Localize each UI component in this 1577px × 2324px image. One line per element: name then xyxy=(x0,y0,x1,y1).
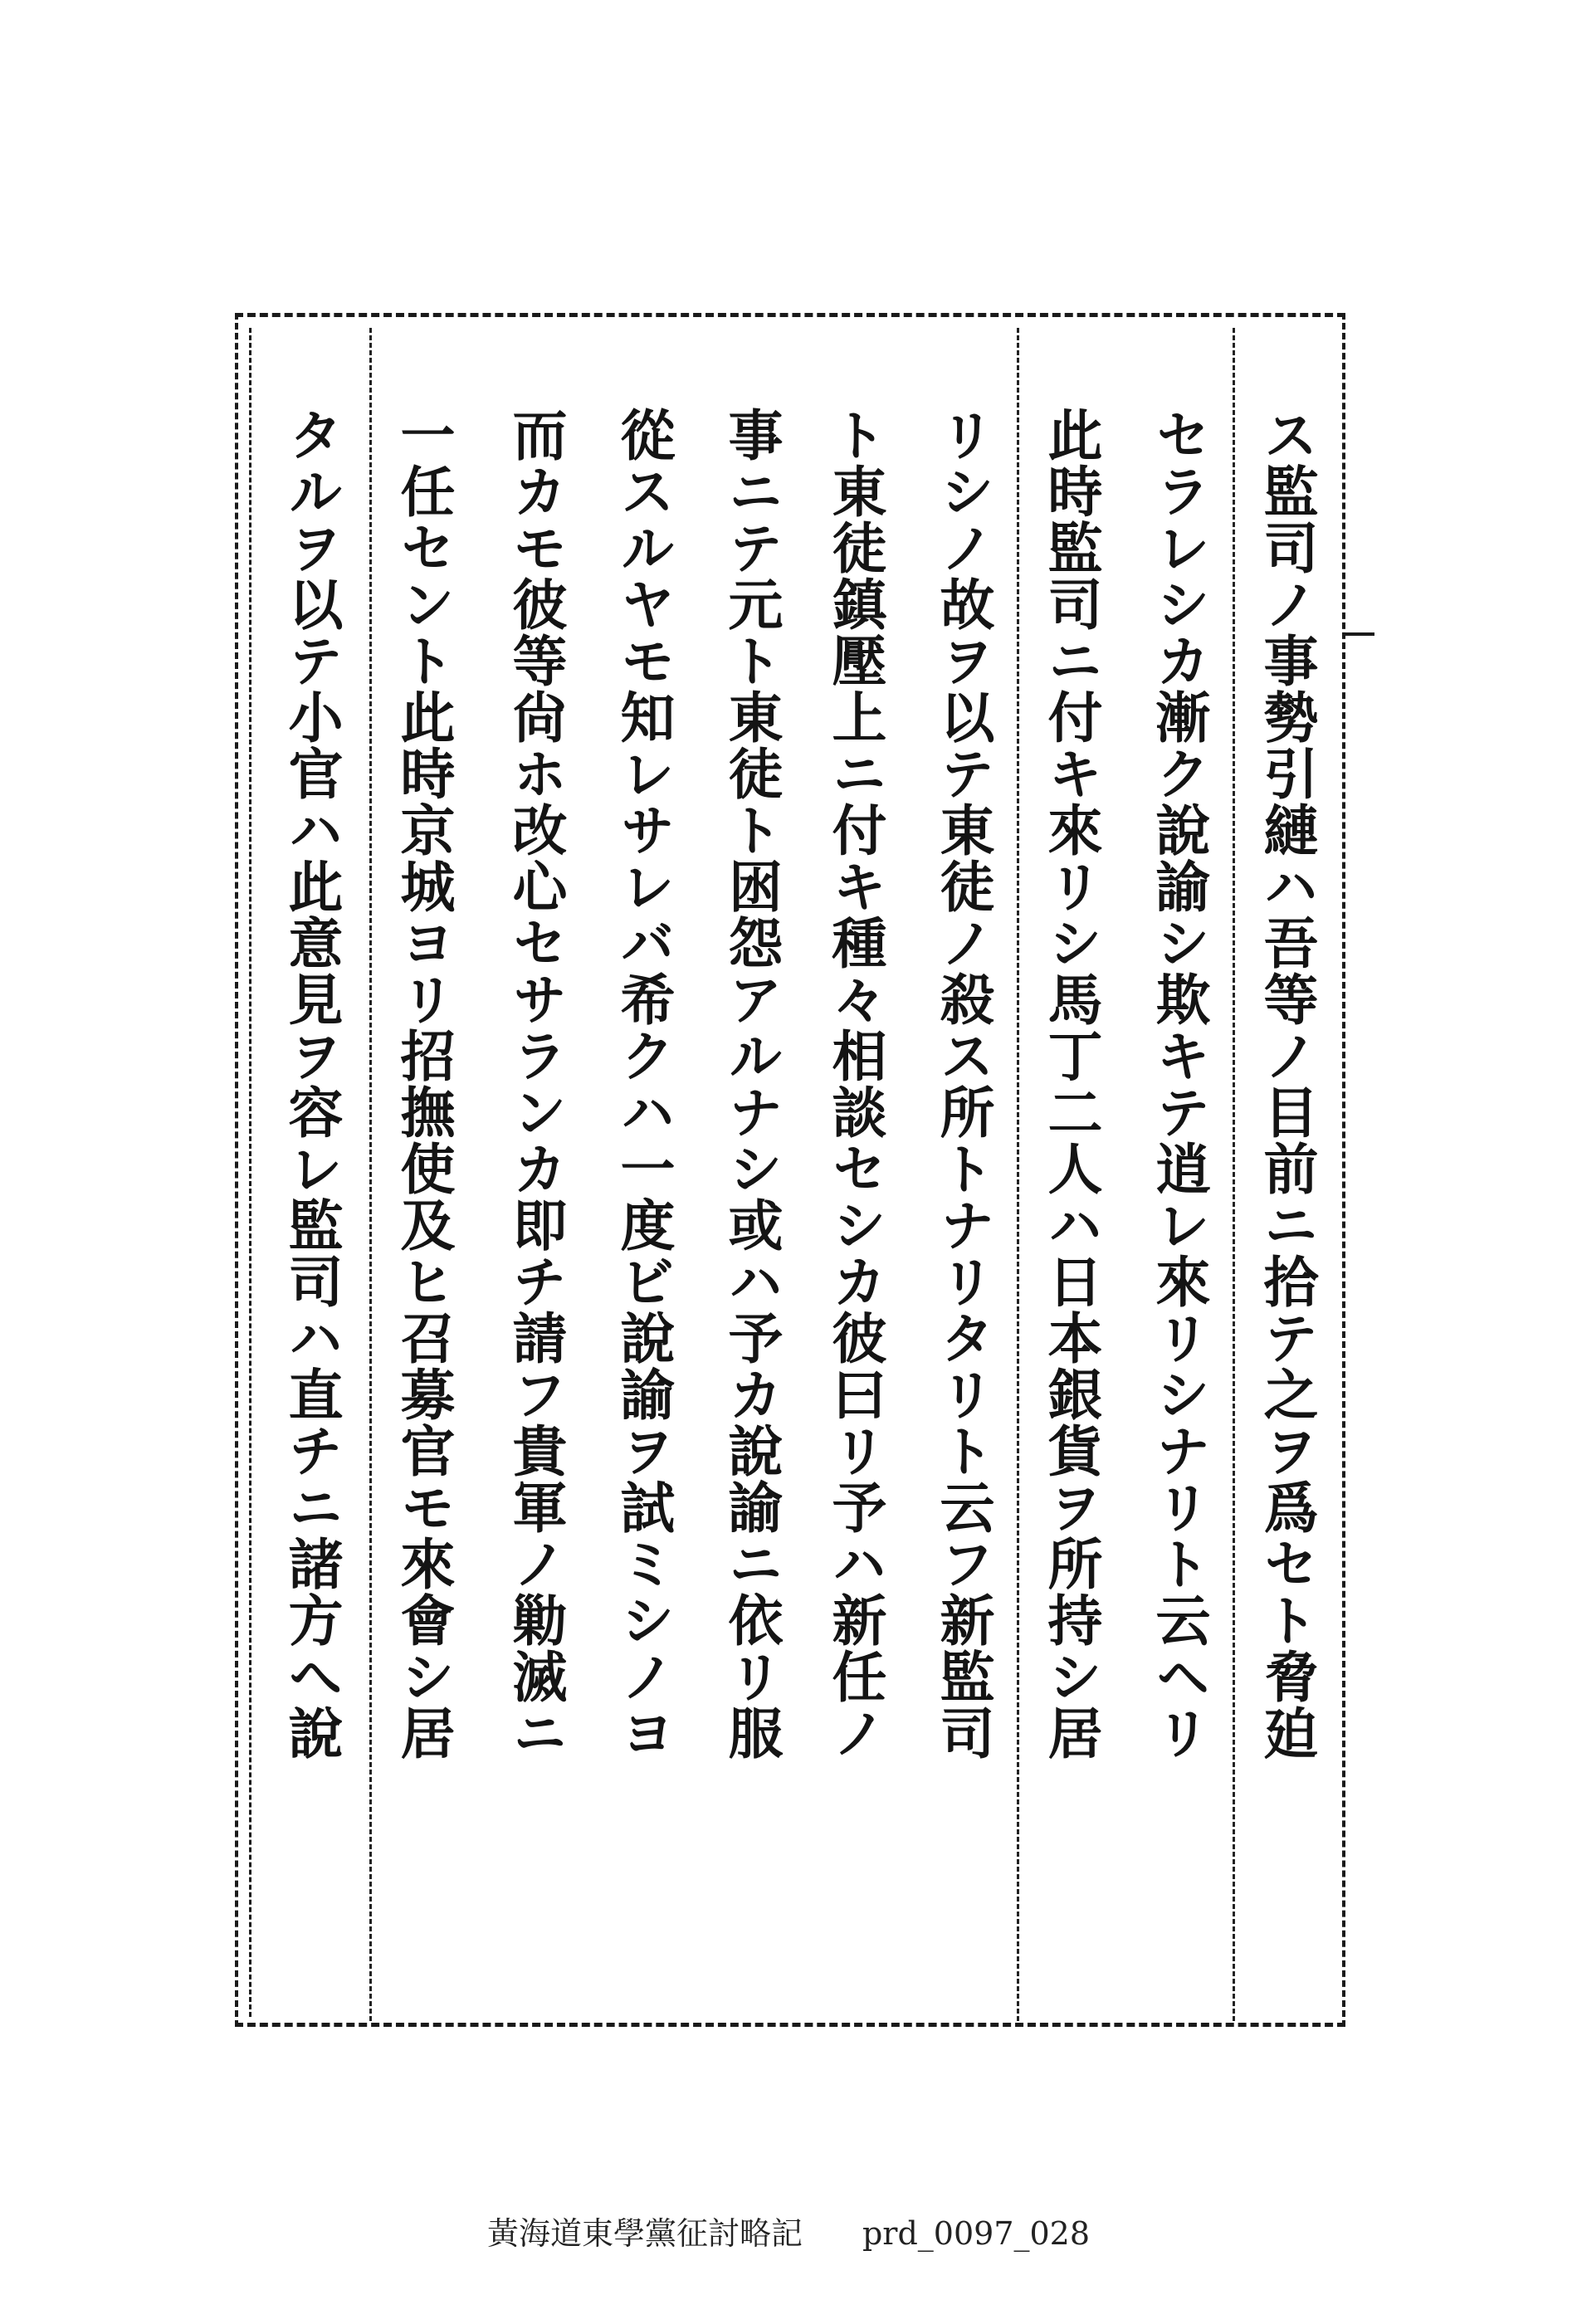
page-footer xyxy=(0,2208,1577,2253)
column-rule xyxy=(1017,328,1019,2021)
text-column-6: 事ニテ元ト東徒ト囦怨アルナシ或ハ予カ說諭ニ依リ服 xyxy=(719,407,784,1761)
frame-inner-left-rule xyxy=(249,328,251,2017)
text-column-7: 從スルヤモ知レサレバ希クハ一度ビ說諭ヲ試ミシノヨ xyxy=(611,407,676,1761)
footer-page-code: prd_0097_028 xyxy=(862,2215,1091,2252)
footer-document-title: 黃海道東學黨征討略記 xyxy=(486,2215,803,2252)
text-column-3: 此時監司ニ付キ來リシ馬丁二人ハ日本銀貨ヲ所持シ居 xyxy=(1038,407,1103,1761)
margin-tick-mark xyxy=(1345,632,1374,636)
text-column-9: 一任セント此時京城ヨリ招撫使及ヒ召募官モ來會シ居 xyxy=(391,407,456,1761)
column-rule xyxy=(1233,328,1235,2021)
text-column-8: 而カモ彼等尙ホ改心セサランカ即チ請フ貴軍ノ勦滅ニ xyxy=(503,407,568,1761)
text-column-4: リシノ故ヲ以テ東徒ノ殺ス所トナリタリト云フ新監司 xyxy=(930,407,995,1761)
text-column-1: ス監司ノ事勢引縺ハ吾等ノ目前ニ拾テ之ヲ爲セト脅廹 xyxy=(1254,407,1319,1761)
text-column-10: タルヲ以テ小官ハ此意見ヲ容レ監司ハ直チニ諸方へ說 xyxy=(279,407,344,1761)
text-column-2: セラレシカ漸ク說諭シ欺キテ逍レ來リシナリト云ヘリ xyxy=(1146,407,1211,1761)
column-rule xyxy=(369,328,372,2021)
text-column-5: ト東徒鎮壓上ニ付キ種々相談セシカ彼曰リ予ハ新任ノ xyxy=(823,407,887,1761)
